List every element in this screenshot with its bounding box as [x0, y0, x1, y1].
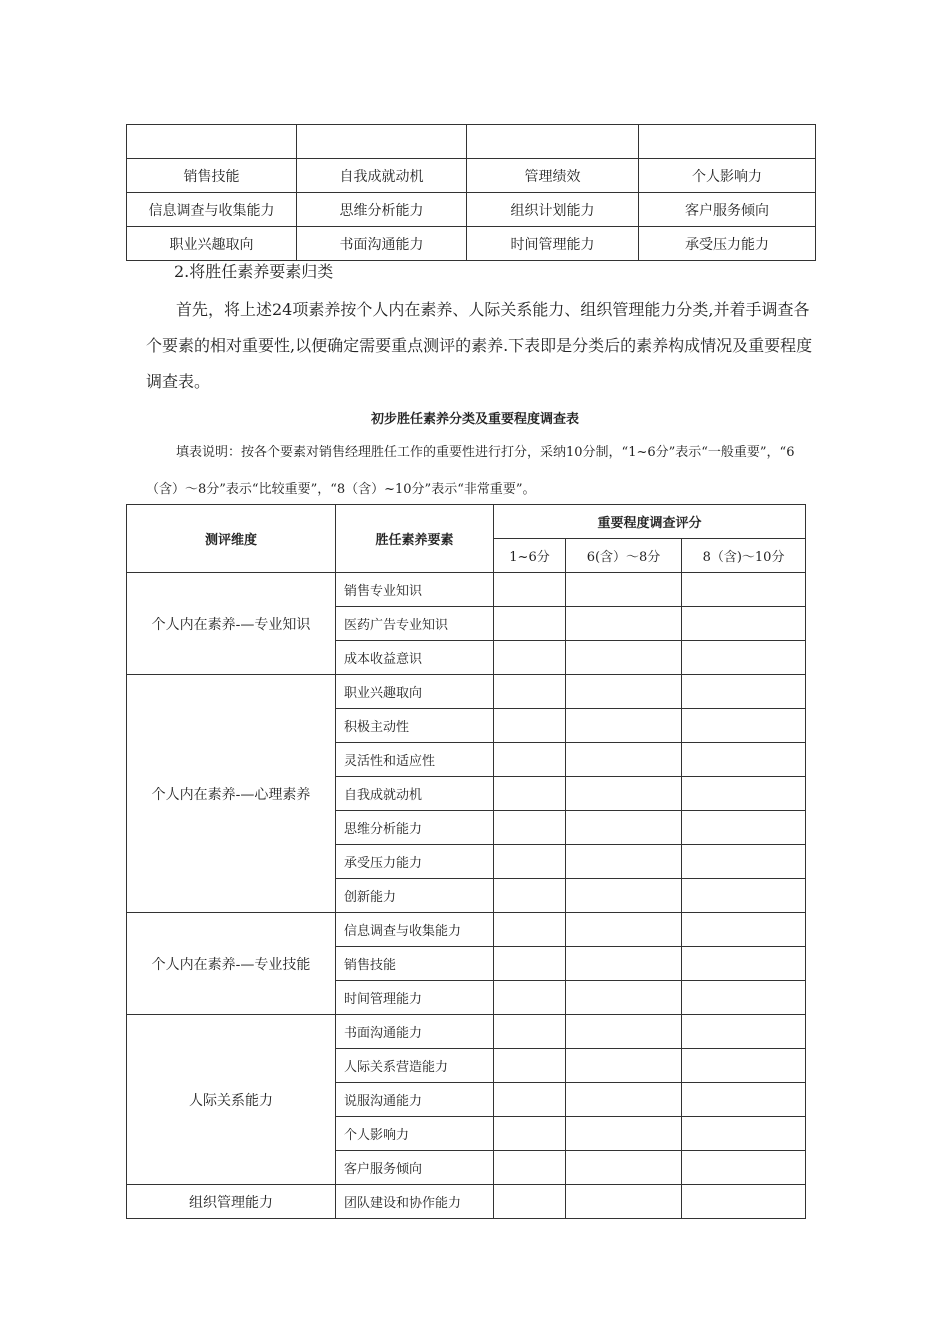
score-cell[interactable]: [682, 607, 806, 641]
top-table-cell: [297, 125, 467, 159]
top-table-cell: [127, 125, 297, 159]
element-cell: 信息调查与收集能力: [336, 913, 494, 947]
score-cell[interactable]: [566, 1049, 682, 1083]
score-cell[interactable]: [566, 913, 682, 947]
score-cell[interactable]: [494, 1049, 566, 1083]
score-cell[interactable]: [682, 879, 806, 913]
score-cell[interactable]: [494, 845, 566, 879]
score-cell[interactable]: [682, 1015, 806, 1049]
element-cell: 时间管理能力: [336, 981, 494, 1015]
score-cell[interactable]: [494, 811, 566, 845]
score-cell[interactable]: [494, 947, 566, 981]
score-cell[interactable]: [682, 947, 806, 981]
header-dimension: 测评维度: [127, 505, 336, 573]
score-cell[interactable]: [682, 1049, 806, 1083]
element-cell: 职业兴趣取向: [336, 675, 494, 709]
score-cell[interactable]: [494, 709, 566, 743]
intro-paragraph: 首先，将上述24项素养按个人内在素养、人际关系能力、组织管理能力分类,并着手调查各个要素的相对重要性,以便确定需要重点测评的素养.下表即是分类后的素养构成情况及重要程度调查表。: [146, 300, 813, 391]
score-cell[interactable]: [682, 1185, 806, 1219]
dimension-cell: 组织管理能力: [127, 1185, 336, 1219]
score-cell[interactable]: [494, 913, 566, 947]
element-cell: 积极主动性: [336, 709, 494, 743]
score-cell[interactable]: [494, 1151, 566, 1185]
score-cell[interactable]: [566, 1083, 682, 1117]
top-table-row: [127, 125, 816, 159]
fill-instructions: 填表说明：按各个要素对销售经理胜任工作的重要性进行打分，采纳10分制，“1~6分”表示“一般重要”，“6（含）～8分”表示“比较重要”，“8（含）~10分”表示“非常重要”。: [146, 445, 795, 497]
element-cell: 说服沟通能力: [336, 1083, 494, 1117]
score-cell[interactable]: [494, 777, 566, 811]
table-title: 初步胜任素养分类及重要程度调查表: [370, 412, 579, 427]
score-cell[interactable]: [682, 777, 806, 811]
element-cell: 思维分析能力: [336, 811, 494, 845]
score-cell[interactable]: [494, 981, 566, 1015]
score-cell[interactable]: [494, 1185, 566, 1219]
score-cell[interactable]: [494, 1117, 566, 1151]
top-table-cell: 思维分析能力: [297, 193, 467, 227]
score-cell[interactable]: [682, 641, 806, 675]
dimension-cell: 个人内在素养-—专业知识: [127, 573, 336, 675]
score-cell[interactable]: [566, 607, 682, 641]
element-cell: 灵活性和适应性: [336, 743, 494, 777]
top-table-cell: 书面沟通能力: [297, 227, 467, 261]
score-cell[interactable]: [494, 1083, 566, 1117]
score-cell[interactable]: [494, 573, 566, 607]
score-cell[interactable]: [682, 1083, 806, 1117]
score-cell[interactable]: [566, 981, 682, 1015]
top-table-cell: 个人影响力: [639, 159, 816, 193]
top-table-cell: 管理绩效: [467, 159, 639, 193]
score-cell[interactable]: [566, 709, 682, 743]
score-cell[interactable]: [494, 1015, 566, 1049]
top-table-cell: 时间管理能力: [467, 227, 639, 261]
score-cell[interactable]: [566, 675, 682, 709]
header-range-3: 8（含)～10分: [682, 539, 806, 573]
survey-row: [127, 1185, 806, 1219]
score-cell[interactable]: [682, 573, 806, 607]
score-cell[interactable]: [566, 811, 682, 845]
header-score: 重要程度调查评分: [494, 505, 806, 539]
score-cell[interactable]: [494, 641, 566, 675]
score-cell[interactable]: [682, 913, 806, 947]
score-cell[interactable]: [566, 1151, 682, 1185]
score-cell[interactable]: [494, 607, 566, 641]
score-cell[interactable]: [566, 1015, 682, 1049]
score-cell[interactable]: [494, 743, 566, 777]
score-cell[interactable]: [566, 743, 682, 777]
score-cell[interactable]: [682, 675, 806, 709]
survey-row: [127, 675, 806, 709]
score-cell[interactable]: [682, 1117, 806, 1151]
score-cell[interactable]: [682, 709, 806, 743]
element-cell: 销售技能: [336, 947, 494, 981]
score-cell[interactable]: [682, 845, 806, 879]
score-cell[interactable]: [682, 743, 806, 777]
dimension-cell: 个人内在素养-—专业技能: [127, 913, 336, 1015]
score-cell[interactable]: [566, 573, 682, 607]
top-table-row: [127, 227, 816, 261]
element-cell: 医药广告专业知识: [336, 607, 494, 641]
element-cell: 成本收益意识: [336, 641, 494, 675]
element-cell: 团队建设和协作能力: [336, 1185, 494, 1219]
element-cell: 个人影响力: [336, 1117, 494, 1151]
element-cell: 自我成就动机: [336, 777, 494, 811]
score-cell[interactable]: [566, 1185, 682, 1219]
survey-table: [126, 504, 806, 1219]
score-cell[interactable]: [566, 947, 682, 981]
section-heading: 2.将胜任素养要素归类: [174, 262, 334, 281]
dimension-cell: 个人内在素养-—心理素养: [127, 675, 336, 913]
top-table-cell: 自我成就动机: [297, 159, 467, 193]
top-table-cell: 信息调查与收集能力: [127, 193, 297, 227]
element-cell: 销售专业知识: [336, 573, 494, 607]
top-table-cell: 销售技能: [127, 159, 297, 193]
survey-row: [127, 913, 806, 947]
score-cell[interactable]: [682, 811, 806, 845]
top-table-cell: [639, 125, 816, 159]
element-cell: 客户服务倾向: [336, 1151, 494, 1185]
header-range-2: 6(含）～8分: [566, 539, 682, 573]
score-cell[interactable]: [566, 1117, 682, 1151]
top-table-row: [127, 193, 816, 227]
competency-list-table: [126, 124, 816, 261]
score-cell[interactable]: [494, 675, 566, 709]
top-table-cell: 客户服务倾向: [639, 193, 816, 227]
element-cell: 人际关系营造能力: [336, 1049, 494, 1083]
score-cell[interactable]: [494, 879, 566, 913]
element-cell: 创新能力: [336, 879, 494, 913]
score-cell[interactable]: [566, 845, 682, 879]
element-cell: 承受压力能力: [336, 845, 494, 879]
top-table-cell: 承受压力能力: [639, 227, 816, 261]
top-table-cell: [467, 125, 639, 159]
dimension-cell: 人际关系能力: [127, 1015, 336, 1185]
survey-row: [127, 573, 806, 607]
header-range-1: 1~6分: [494, 539, 566, 573]
top-table-cell: 组织计划能力: [467, 193, 639, 227]
score-cell[interactable]: [566, 879, 682, 913]
score-cell[interactable]: [682, 981, 806, 1015]
score-cell[interactable]: [566, 641, 682, 675]
score-cell[interactable]: [566, 777, 682, 811]
top-table-row: [127, 159, 816, 193]
survey-row: [127, 1015, 806, 1049]
header-element: 胜任素养要素: [336, 505, 494, 573]
top-table-cell: 职业兴趣取向: [127, 227, 297, 261]
score-cell[interactable]: [682, 1151, 806, 1185]
element-cell: 书面沟通能力: [336, 1015, 494, 1049]
